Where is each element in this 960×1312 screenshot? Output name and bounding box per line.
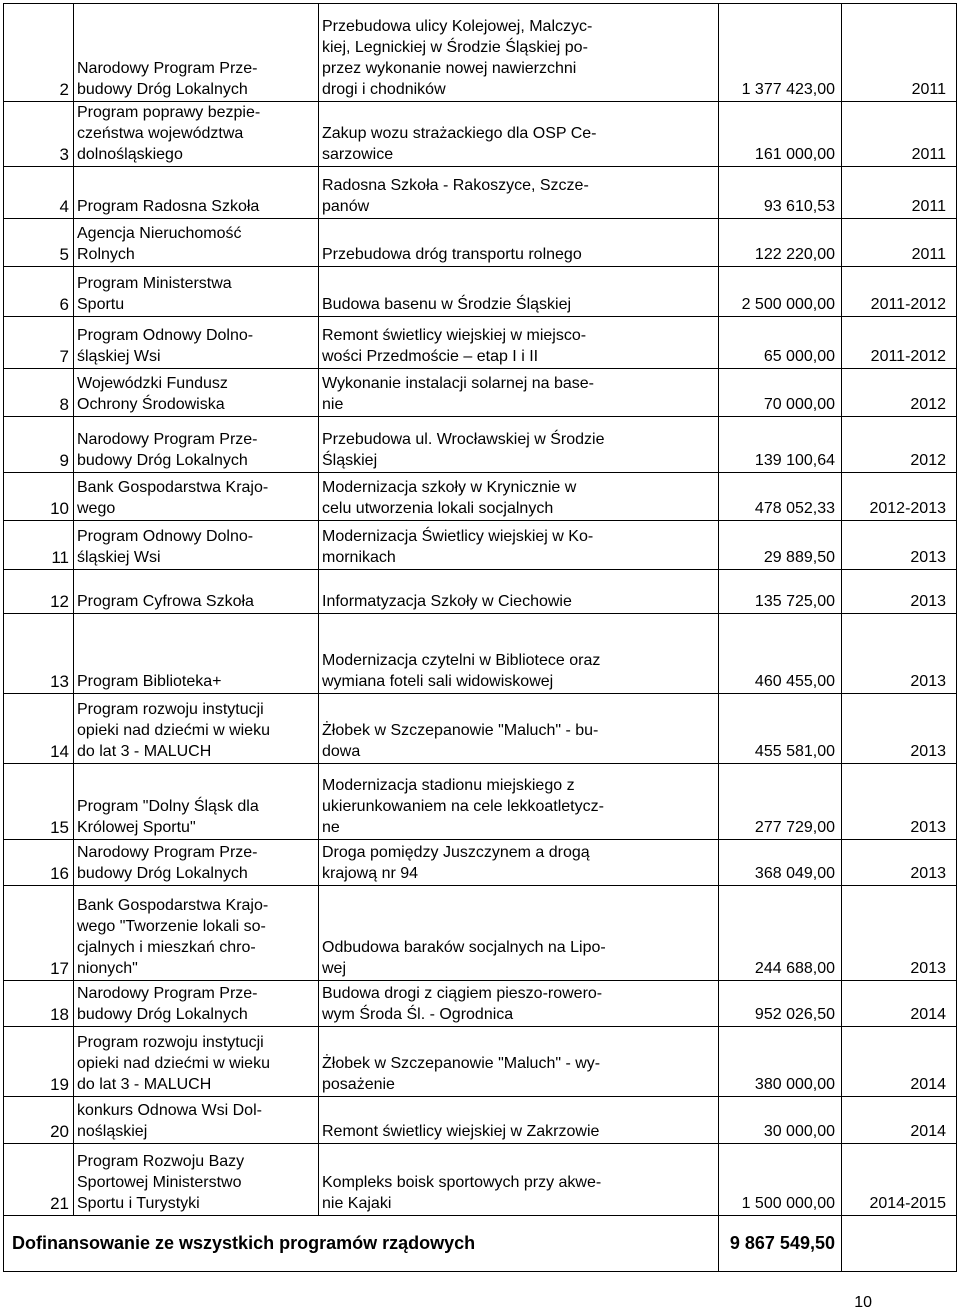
table-row <box>4 886 957 981</box>
task-name-line: drogi i chodników <box>322 81 446 98</box>
program-name-line: Sportu <box>77 296 125 313</box>
row-number: 8 <box>4 369 74 417</box>
row-number: 21 <box>4 1144 74 1216</box>
row-number: 11 <box>4 521 74 570</box>
program-name-line: Program Odnowy Dolno- <box>77 528 254 545</box>
task-name-line: sarzowice <box>322 146 394 163</box>
table-row <box>4 764 957 840</box>
program-name-cell <box>74 570 319 614</box>
program-name-cell <box>74 1027 319 1097</box>
program-name-line: śląskiej Wsi <box>77 348 161 365</box>
program-name-line: Sportowej Ministerstwo <box>77 1174 242 1191</box>
task-name-cell <box>319 886 719 981</box>
task-name-line: przez wykonanie nowej nawierzchni <box>322 60 577 77</box>
task-name-line: Przebudowa ul. Wrocławskiej w Środzie <box>322 431 605 448</box>
task-name-line: wymiana foteli sali widowiskowej <box>322 673 554 690</box>
year-cell: 2011-2012 <box>842 317 957 369</box>
row-number: 10 <box>4 473 74 521</box>
task-name-line: Informatyzacja Szkoły w Ciechowie <box>322 593 572 610</box>
amount-cell: 135 725,00 <box>719 570 842 614</box>
table-row <box>4 267 957 317</box>
task-name-line: panów <box>322 198 370 215</box>
task-name-cell <box>319 4 719 102</box>
table-row <box>4 981 957 1027</box>
amount-cell: 2 500 000,00 <box>719 267 842 317</box>
year-cell: 2013 <box>842 764 957 840</box>
task-name-line: celu utworzenia lokali socjalnych <box>322 500 554 517</box>
task-name-line: Modernizacja stadionu miejskiego z <box>322 777 575 794</box>
year-cell: 2013 <box>842 614 957 694</box>
program-name-line: Program "Dolny Śląsk dla <box>77 798 259 815</box>
task-name-line: Budowa basenu w Środzie Śląskiej <box>322 296 572 313</box>
year-cell: 2014 <box>842 1027 957 1097</box>
row-number: 7 <box>4 317 74 369</box>
program-name-line: czeństwa województwa <box>77 125 244 142</box>
task-name-cell <box>319 981 719 1027</box>
amount-cell: 952 026,50 <box>719 981 842 1027</box>
table-row <box>4 570 957 614</box>
row-number: 12 <box>4 570 74 614</box>
year-cell: 2014 <box>842 981 957 1027</box>
year-cell: 2013 <box>842 521 957 570</box>
amount-cell: 380 000,00 <box>719 1027 842 1097</box>
task-name-line: wej <box>322 960 347 977</box>
task-name-line: krajową nr 94 <box>322 865 419 882</box>
summary-row <box>4 1216 957 1272</box>
row-number: 2 <box>4 4 74 102</box>
row-number: 9 <box>4 417 74 473</box>
row-number: 14 <box>4 694 74 764</box>
row-number: 19 <box>4 1027 74 1097</box>
task-name-line: posażenie <box>322 1076 395 1093</box>
year-cell: 2013 <box>842 570 957 614</box>
task-name-line: wości Przedmoście – etap I i II <box>322 348 539 365</box>
task-name-line: wym Środa Śl. - Ogrodnica <box>322 1006 514 1023</box>
year-cell: 2011 <box>842 102 957 167</box>
program-name-cell <box>74 417 319 473</box>
program-name-line: opieki nad dziećmi w wieku <box>77 1055 270 1072</box>
program-name-line: Program poprawy bezpie- <box>77 104 261 121</box>
task-name-line: Odbudowa baraków socjalnych na Lipo- <box>322 939 606 956</box>
amount-cell: 460 455,00 <box>719 614 842 694</box>
program-name-line: Narodowy Program Prze- <box>77 985 258 1002</box>
task-name-line: Radosna Szkoła - Rakoszyce, Szcze- <box>322 177 589 194</box>
row-number: 3 <box>4 102 74 167</box>
task-name-cell <box>319 521 719 570</box>
task-name-line: nie Kajaki <box>322 1195 392 1212</box>
task-name-line: Zakup wozu strażackiego dla OSP Ce- <box>322 125 597 142</box>
program-name-line: do lat 3 - MALUCH <box>77 743 212 760</box>
year-cell: 2014-2015 <box>842 1144 957 1216</box>
table-row <box>4 694 957 764</box>
task-name-cell <box>319 764 719 840</box>
amount-cell: 29 889,50 <box>719 521 842 570</box>
task-name-cell <box>319 570 719 614</box>
program-name-line: Narodowy Program Prze- <box>77 60 258 77</box>
program-name-line: dolnośląskiego <box>77 146 183 163</box>
task-name-line: Remont świetlicy wiejskiej w Zakrzowie <box>322 1123 600 1140</box>
table-row <box>4 1027 957 1097</box>
row-number: 20 <box>4 1097 74 1144</box>
task-name-line: Modernizacja szkoły w Krynicznie w <box>322 479 577 496</box>
table-row <box>4 219 957 267</box>
task-name-cell <box>319 1027 719 1097</box>
table-row <box>4 473 957 521</box>
table-row <box>4 102 957 167</box>
program-name-cell <box>74 1097 319 1144</box>
year-cell: 2012 <box>842 417 957 473</box>
task-name-line: nie <box>322 396 344 413</box>
task-name-cell <box>319 840 719 886</box>
amount-cell: 65 000,00 <box>719 317 842 369</box>
row-number: 18 <box>4 981 74 1027</box>
amount-cell: 139 100,64 <box>719 417 842 473</box>
table-row <box>4 1097 957 1144</box>
table-row <box>4 521 957 570</box>
page-number: 10 <box>854 1294 872 1311</box>
amount-cell: 93 610,53 <box>719 167 842 219</box>
amount-cell: 478 052,33 <box>719 473 842 521</box>
table-row <box>4 417 957 473</box>
task-name-line: Kompleks boisk sportowych przy akwe- <box>322 1174 602 1191</box>
amount-cell: 1 377 423,00 <box>719 4 842 102</box>
task-name-line: Przebudowa dróg transportu rolnego <box>322 246 582 263</box>
program-name-line: Ochrony Środowiska <box>77 396 225 413</box>
task-name-line: kiej, Legnickiej w Środzie Śląskiej po- <box>322 39 588 56</box>
task-name-line: ne <box>322 819 340 836</box>
year-cell: 2011-2012 <box>842 267 957 317</box>
program-name-cell <box>74 102 319 167</box>
row-number: 16 <box>4 840 74 886</box>
program-name-line: Wojewódzki Fundusz <box>77 375 228 392</box>
program-name-line: Sportu i Turystyki <box>77 1195 200 1212</box>
program-name-cell <box>74 4 319 102</box>
amount-cell: 70 000,00 <box>719 369 842 417</box>
amount-cell: 30 000,00 <box>719 1097 842 1144</box>
program-name-line: cjalnych i mieszkań chro- <box>77 939 256 956</box>
program-name-line: wego "Tworzenie lokali so- <box>77 918 266 935</box>
program-name-cell <box>74 219 319 267</box>
program-name-line: Bank Gospodarstwa Krajo- <box>77 479 269 496</box>
program-name-line: Agencja Nieruchomość <box>77 225 242 242</box>
row-number: 4 <box>4 167 74 219</box>
row-number: 17 <box>4 886 74 981</box>
task-name-line: Przebudowa ulicy Kolejowej, Malczyc- <box>322 18 593 35</box>
year-cell: 2011 <box>842 219 957 267</box>
program-name-line: Bank Gospodarstwa Krajo- <box>77 897 269 914</box>
year-cell: 2011 <box>842 167 957 219</box>
table-row <box>4 1144 957 1216</box>
program-name-line: budowy Dróg Lokalnych <box>77 865 248 882</box>
row-number: 6 <box>4 267 74 317</box>
program-name-cell <box>74 521 319 570</box>
program-name-line: konkurs Odnowa Wsi Dol- <box>77 1102 262 1119</box>
program-name-cell <box>74 764 319 840</box>
year-cell: 2012-2013 <box>842 473 957 521</box>
program-name-line: śląskiej Wsi <box>77 549 161 566</box>
task-name-line: Remont świetlicy wiejskiej w miejsco- <box>322 327 587 344</box>
row-number: 13 <box>4 614 74 694</box>
amount-cell: 1 500 000,00 <box>719 1144 842 1216</box>
task-name-cell <box>319 369 719 417</box>
program-name-cell <box>74 614 319 694</box>
program-name-cell <box>74 886 319 981</box>
program-name-line: Program Odnowy Dolno- <box>77 327 254 344</box>
program-name-line: budowy Dróg Lokalnych <box>77 81 248 98</box>
funding-table <box>3 3 957 1272</box>
program-name-line: do lat 3 - MALUCH <box>77 1076 212 1093</box>
task-name-line: Żłobek w Szczepanowie "Maluch" - wy- <box>322 1055 601 1072</box>
task-name-cell <box>319 167 719 219</box>
program-name-cell <box>74 317 319 369</box>
year-cell: 2013 <box>842 840 957 886</box>
amount-cell: 122 220,00 <box>719 219 842 267</box>
row-number: 15 <box>4 764 74 840</box>
task-name-line: Wykonanie instalacji solarnej na base- <box>322 375 594 392</box>
task-name-cell <box>319 267 719 317</box>
program-name-line: Program rozwoju instytucji <box>77 701 264 718</box>
program-name-line: Program Biblioteka+ <box>77 673 222 690</box>
task-name-line: Żłobek w Szczepanowie "Maluch" - bu- <box>322 722 599 739</box>
task-name-line: Budowa drogi z ciągiem pieszo-rowero- <box>322 985 603 1002</box>
program-name-line: Program rozwoju instytucji <box>77 1034 264 1051</box>
table-row <box>4 167 957 219</box>
program-name-line: Program Radosna Szkoła <box>77 198 260 215</box>
year-cell: 2014 <box>842 1097 957 1144</box>
amount-cell: 368 049,00 <box>719 840 842 886</box>
program-name-line: nionych" <box>77 960 138 977</box>
task-name-cell <box>319 1144 719 1216</box>
amount-cell: 244 688,00 <box>719 886 842 981</box>
summary-empty-cell <box>842 1216 957 1272</box>
program-name-line: Program Ministerstwa <box>77 275 232 292</box>
table-row <box>4 614 957 694</box>
table-row <box>4 840 957 886</box>
task-name-cell <box>319 473 719 521</box>
year-cell: 2013 <box>842 886 957 981</box>
task-name-line: dowa <box>322 743 361 760</box>
funding-table-body <box>4 4 957 1272</box>
program-name-line: wego <box>77 500 116 517</box>
year-cell: 2011 <box>842 4 957 102</box>
task-name-line: mornikach <box>322 549 396 566</box>
program-name-line: Rolnych <box>77 246 135 263</box>
program-name-line: opieki nad dziećmi w wieku <box>77 722 270 739</box>
program-name-cell <box>74 694 319 764</box>
program-name-line: Program Rozwoju Bazy <box>77 1153 245 1170</box>
task-name-line: Droga pomiędzy Juszczynem a drogą <box>322 844 590 861</box>
amount-cell: 161 000,00 <box>719 102 842 167</box>
task-name-cell <box>319 417 719 473</box>
task-name-cell <box>319 317 719 369</box>
table-row <box>4 369 957 417</box>
program-name-line: budowy Dróg Lokalnych <box>77 452 248 469</box>
task-name-cell <box>319 219 719 267</box>
program-name-cell <box>74 840 319 886</box>
summary-total-value: 9 867 549,50 <box>719 1216 842 1272</box>
program-name-line: Królowej Sportu" <box>77 819 196 836</box>
year-cell: 2013 <box>842 694 957 764</box>
task-name-line: Śląskiej <box>322 452 378 469</box>
task-name-line: Modernizacja czytelni w Bibliotece oraz <box>322 652 601 669</box>
task-name-cell <box>319 694 719 764</box>
summary-label: Dofinansowanie ze wszystkich programów rządowych <box>4 1216 719 1272</box>
program-name-line: Narodowy Program Prze- <box>77 844 258 861</box>
program-name-cell <box>74 167 319 219</box>
program-name-cell <box>74 1144 319 1216</box>
program-name-cell <box>74 981 319 1027</box>
task-name-line: ukierunkowaniem na cele lekkoatletycz- <box>322 798 604 815</box>
program-name-line: Narodowy Program Prze- <box>77 431 258 448</box>
row-number: 5 <box>4 219 74 267</box>
amount-cell: 277 729,00 <box>719 764 842 840</box>
year-cell: 2012 <box>842 369 957 417</box>
task-name-line: Modernizacja Świetlicy wiejskiej w Ko- <box>322 528 594 545</box>
table-row <box>4 4 957 102</box>
amount-cell: 455 581,00 <box>719 694 842 764</box>
program-name-line: nośląskiej <box>77 1123 148 1140</box>
program-name-cell <box>74 267 319 317</box>
table-row <box>4 317 957 369</box>
program-name-line: budowy Dróg Lokalnych <box>77 1006 248 1023</box>
program-name-cell <box>74 473 319 521</box>
program-name-cell <box>74 369 319 417</box>
task-name-cell <box>319 102 719 167</box>
task-name-cell <box>319 614 719 694</box>
task-name-cell <box>319 1097 719 1144</box>
program-name-line: Program Cyfrowa Szkoła <box>77 593 254 610</box>
